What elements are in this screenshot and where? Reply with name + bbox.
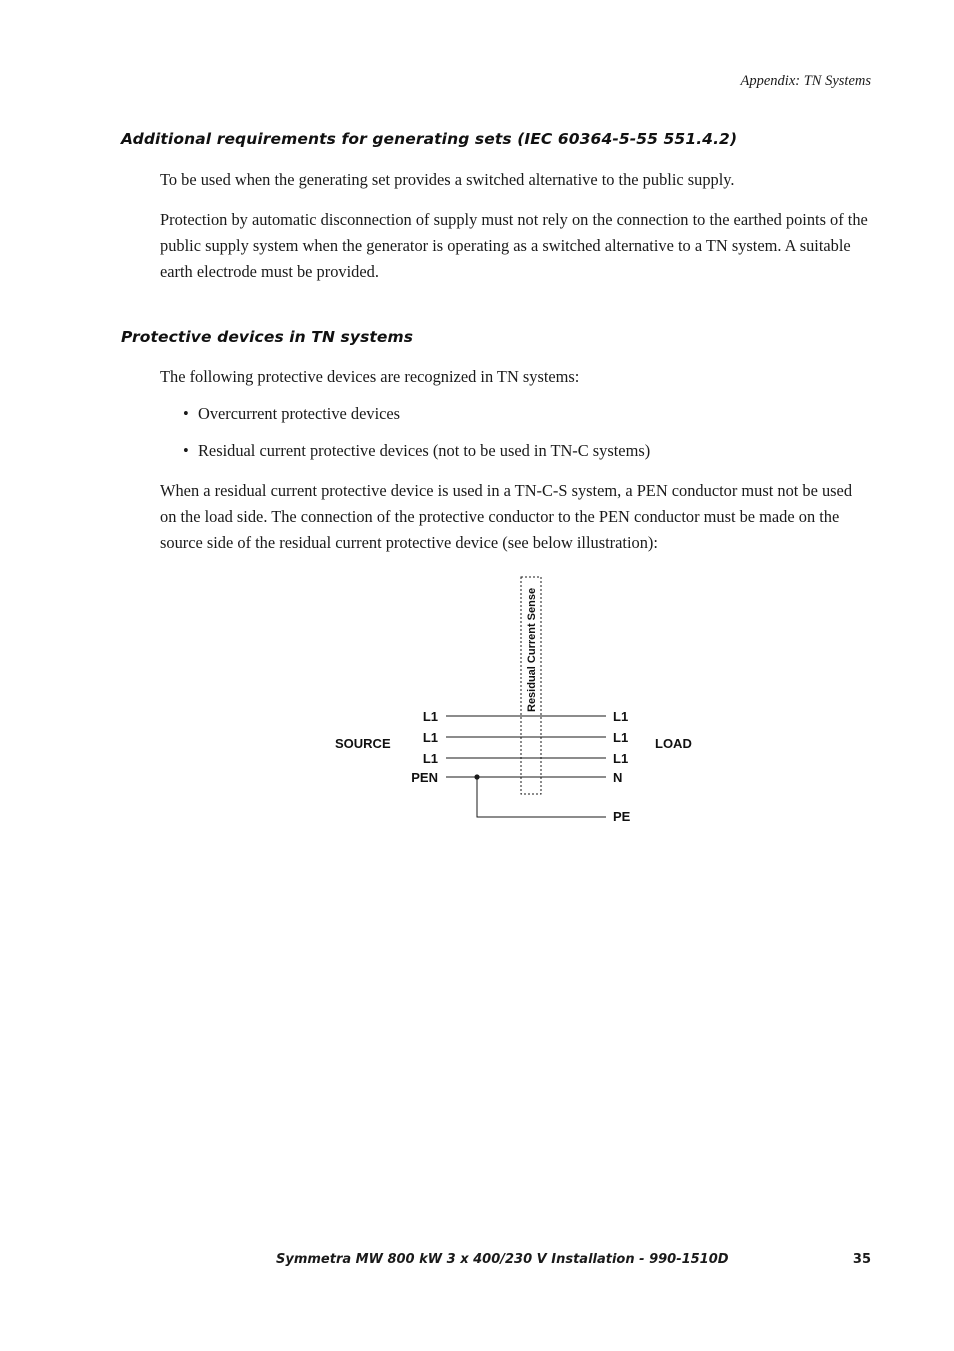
source-label: SOURCE (335, 736, 391, 751)
paragraph-tn-c-s: When a residual current protective device is used in a TN-C-S system, a PEN conductor must not be used on the load side. The connection of the protective conductor to the PEN conductor must be made on the source side of the residual current protective device (see below illustration): (160, 481, 853, 552)
left-label-l1-a: L1 (422, 709, 438, 724)
list-item-text: Overcurrent protective devices (198, 404, 401, 423)
load-label: LOAD (655, 736, 692, 751)
heading-generating-sets: Additional requirements for generating sets (IEC 60364-5-55 551.4.2) (121, 130, 738, 148)
page-number: 35 (852, 1252, 871, 1267)
paragraph-automatic-disconnection: Protection by automatic disconnection of supply must not rely on the connection to the earthed points of the public supply system when the generator is operating as a switched alternative to a TN system. A suitable earth electrode must be provided. (160, 210, 868, 281)
bullet-icon: • (183, 441, 189, 460)
left-label-pen: PEN (411, 770, 438, 785)
right-label-l1-a: L1 (613, 709, 629, 724)
left-label-l1-b: L1 (422, 730, 438, 745)
running-header: Appendix: TN Systems (740, 73, 871, 89)
sense-label: Residual Current Sense (526, 587, 538, 712)
list-item-text: Residual current protective devices (not to be used in TN-C systems) (198, 441, 651, 460)
footer-title: Symmetra MW 800 kW 3 x 400/230 V Installation - 990-1510D (276, 1252, 729, 1267)
right-label-n: N (613, 770, 623, 785)
paragraph-protective-intro: The following protective devices are recognized in TN systems: (160, 367, 580, 386)
left-label-l1-c: L1 (422, 751, 438, 766)
heading-protective-devices: Protective devices in TN systems (121, 328, 414, 346)
right-label-pe: PE (613, 809, 631, 824)
paragraph-switched-alternative: To be used when the generating set provides a switched alternative to the public supply. (160, 170, 735, 189)
right-label-l1-c: L1 (613, 751, 629, 766)
right-label-l1-b: L1 (613, 730, 629, 745)
bullet-icon: • (183, 404, 189, 423)
junction-dot (474, 774, 479, 779)
